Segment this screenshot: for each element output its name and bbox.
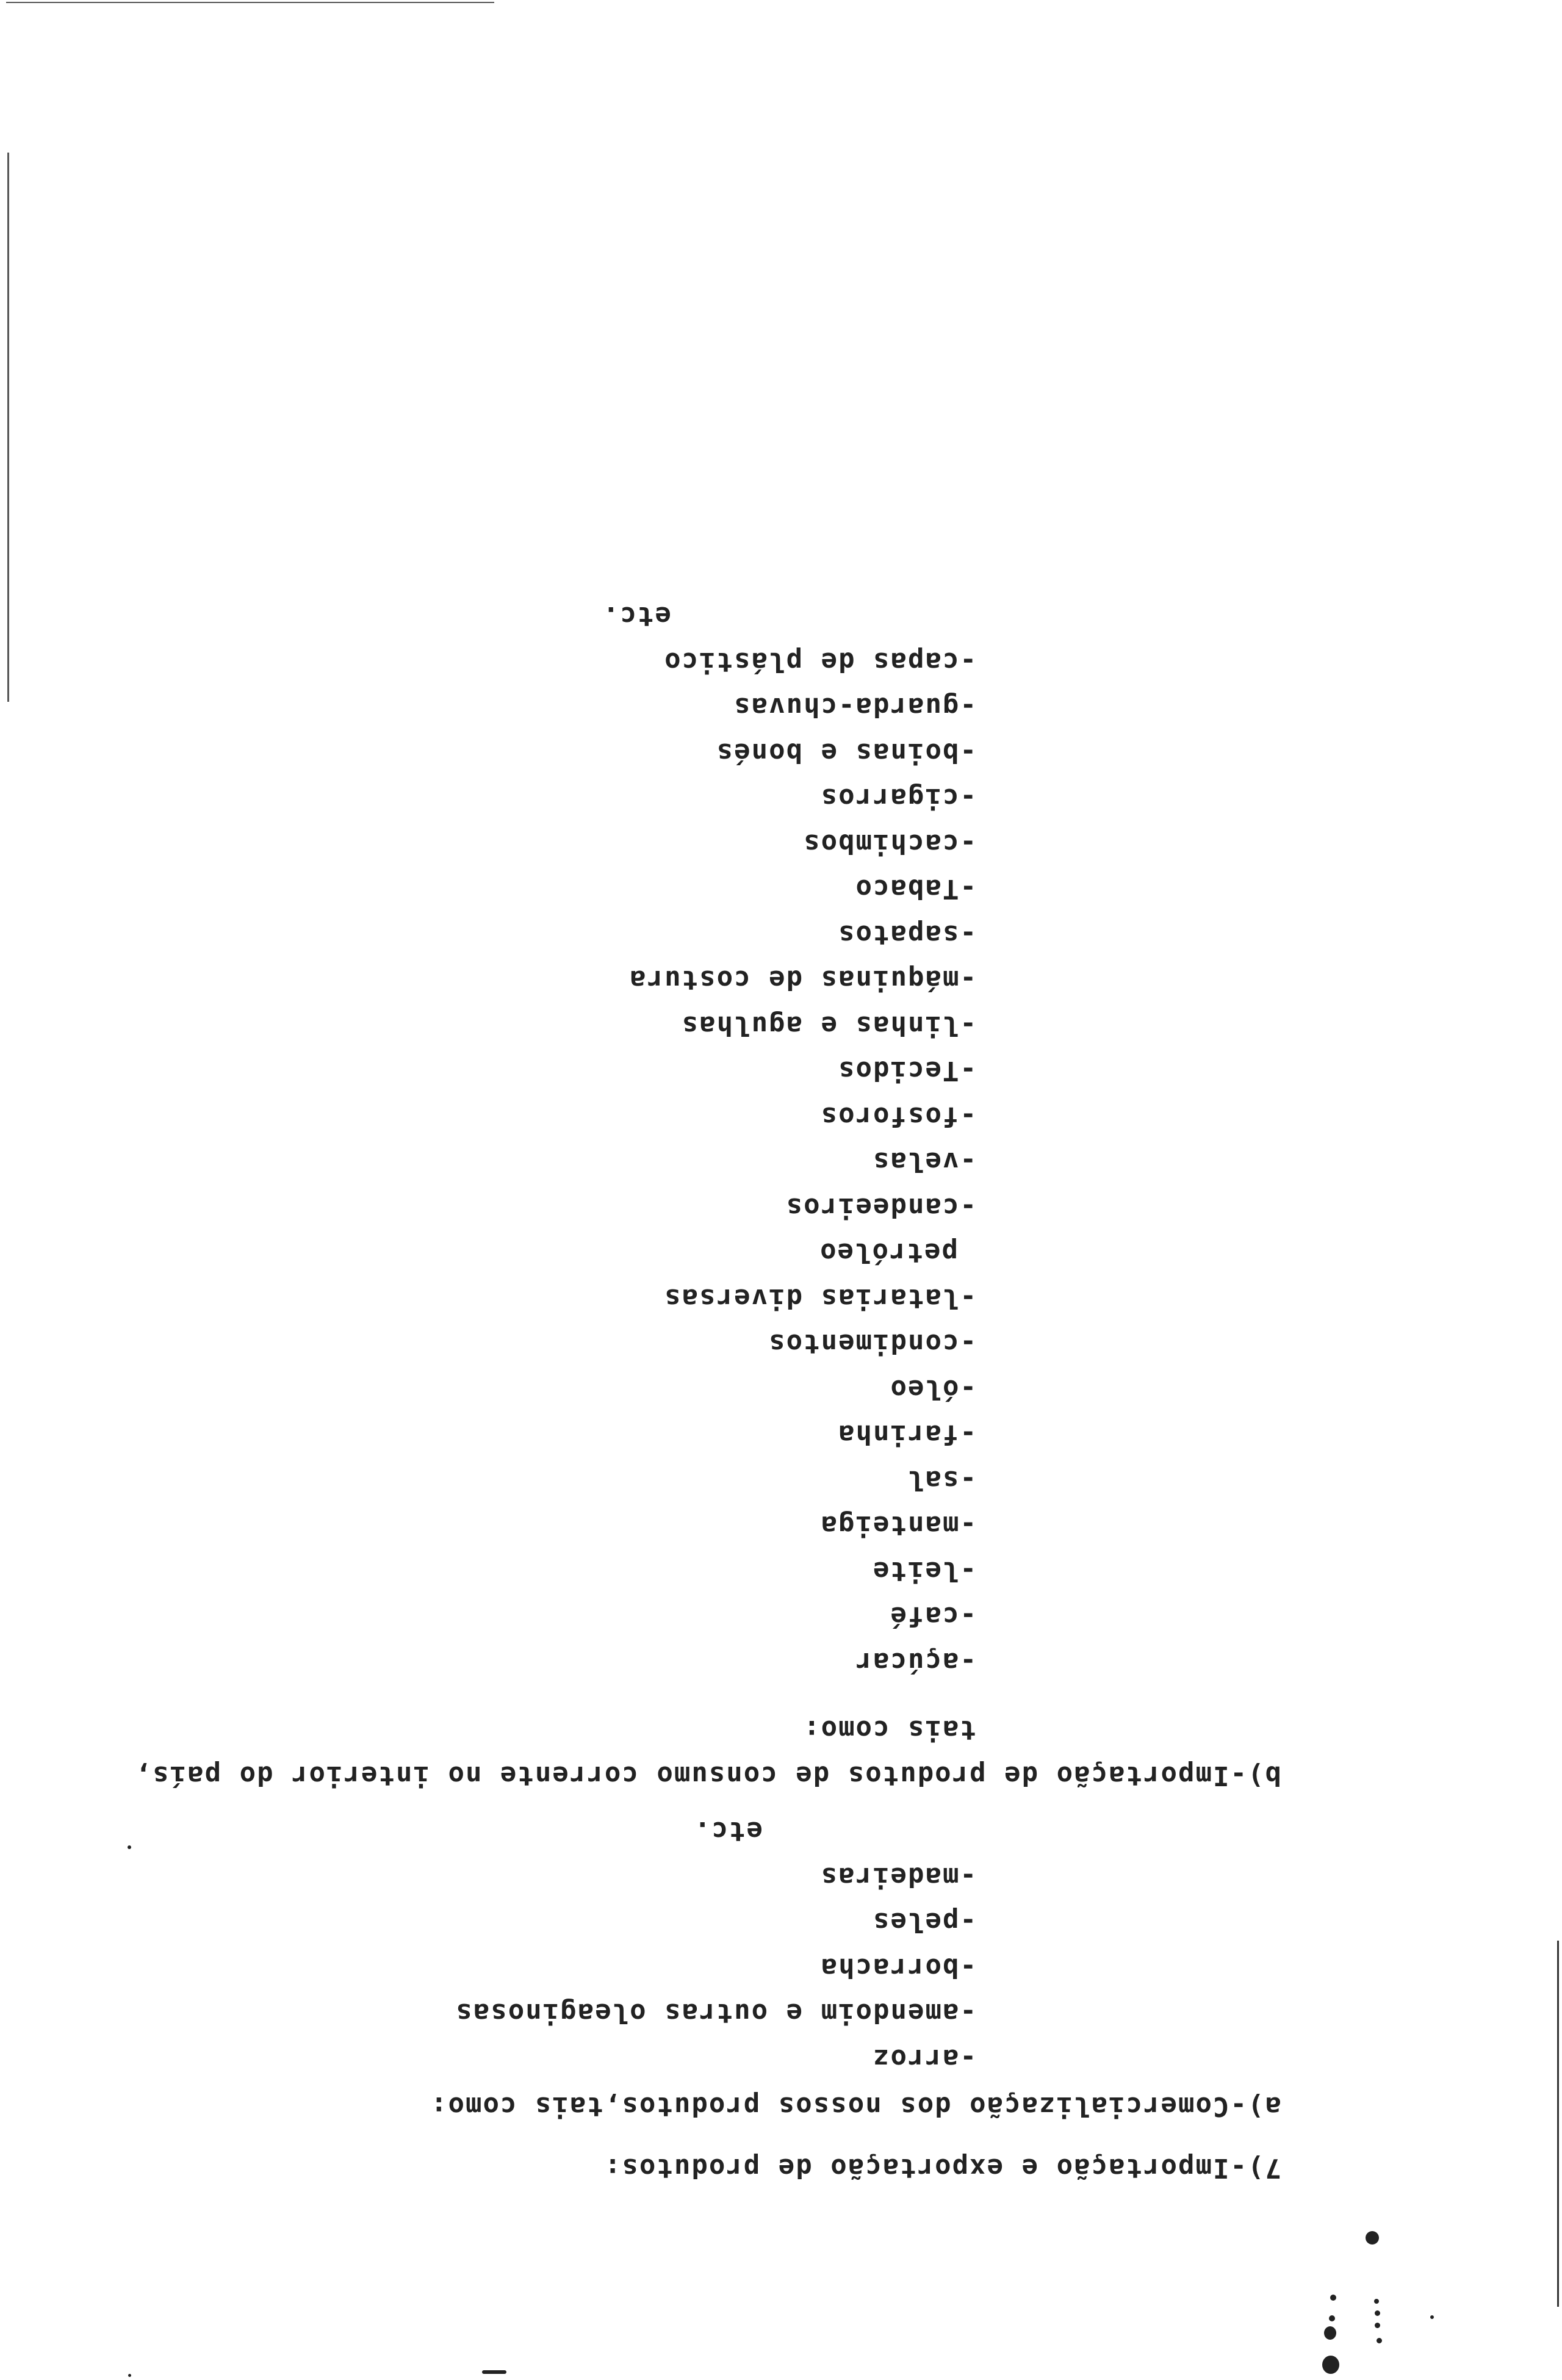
list-item: -latarias diversas xyxy=(663,1283,976,1314)
heading: 7)-Importação e exportação de produtos: xyxy=(603,2152,1281,2183)
list-item: -Tecidos xyxy=(837,1055,976,1087)
section-b-title: b)-Importação de produtos de consumo corrente no interior do país, xyxy=(134,1760,1281,1791)
scan-speck xyxy=(128,2374,131,2377)
list-item: -óleo xyxy=(889,1374,976,1405)
list-item: -sal xyxy=(907,1465,976,1496)
list-item: -borracha xyxy=(819,1952,976,1983)
scan-edge xyxy=(7,153,9,702)
list-item: -boinas e bonés xyxy=(715,737,976,768)
list-item: -madeiras xyxy=(819,1861,976,1892)
list-item: -manteiga xyxy=(819,1510,976,1542)
scan-speck xyxy=(1322,2356,1339,2374)
section-a-list xyxy=(427,1808,976,2081)
scan-edge xyxy=(1557,1941,1559,2307)
scan-speck xyxy=(482,2370,506,2374)
list-item: -velas xyxy=(872,1146,976,1178)
section-b-title-continued: tais como: xyxy=(802,1714,976,1745)
scan-speck xyxy=(1430,2315,1434,2319)
scan-speck xyxy=(1374,2299,1379,2304)
list-item: petróleo xyxy=(819,1237,958,1269)
list-item: -guarda-chuvas xyxy=(733,691,976,723)
scan-speck xyxy=(128,1845,131,1849)
list-item: etc. xyxy=(602,600,671,632)
list-item: -capas de plástico xyxy=(663,646,976,677)
list-item: -café xyxy=(889,1601,976,1632)
list-item: -linhas e agulhas xyxy=(680,1010,976,1041)
list-item: -sapatos xyxy=(837,919,976,950)
scan-speck xyxy=(1329,2315,1335,2321)
list-item: -açúcar xyxy=(854,1646,976,1678)
section-a-title: a)-Comercialização dos nossos produtos,tais como: xyxy=(429,2091,1281,2122)
list-item: -Tabaco xyxy=(854,873,976,905)
list-item: -leite xyxy=(872,1556,976,1587)
scan-speck xyxy=(1375,2323,1380,2328)
list-item: -arroz xyxy=(872,2043,976,2074)
list-item: -peles xyxy=(872,1906,976,1938)
scan-edge xyxy=(6,2,494,3)
list-item: etc. xyxy=(693,1816,763,1847)
list-item: -condimentos xyxy=(768,1328,976,1360)
list-item: -máquinas de costura xyxy=(628,964,976,996)
scan-speck xyxy=(1375,2310,1380,2316)
list-item: -candeeiros xyxy=(785,1192,976,1223)
scan-speck xyxy=(1324,2326,1336,2340)
list-item: -cachimbos xyxy=(802,828,976,859)
section-b-list xyxy=(427,593,976,1684)
list-item: -amendoim e outras oleaginosas xyxy=(455,1997,976,2029)
list-item: -fosforos xyxy=(819,1101,976,1132)
scan-speck xyxy=(1366,2231,1379,2245)
scan-speck xyxy=(1330,2295,1336,2301)
scan-speck xyxy=(1377,2338,1382,2343)
list-item: -cigarros xyxy=(819,782,976,814)
list-item: -farinha xyxy=(837,1419,976,1451)
